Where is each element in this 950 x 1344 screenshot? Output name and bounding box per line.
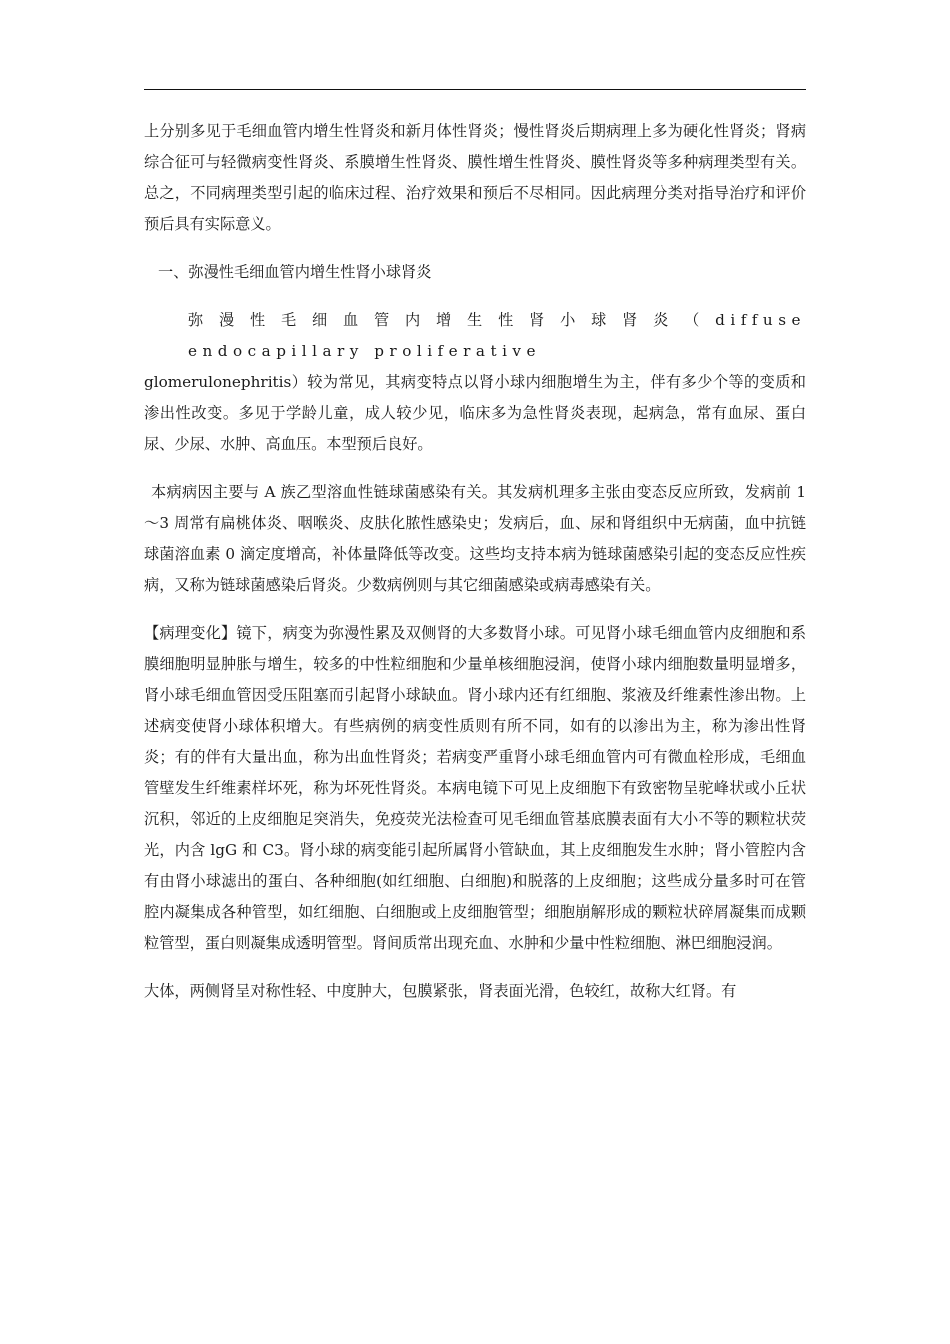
paragraph-definition-lead: 弥漫性毛细血管内增生性肾小球肾炎（diffuse endocapillary proliferative [188,311,806,360]
document-body [144,116,806,1007]
header-rule [144,89,806,90]
paragraph-gross: 大体，两侧肾呈对称性轻、中度肿大，包膜紧张，肾表面光滑，色较红，故称大红肾。有 [144,982,737,1000]
paragraph-etiology: 本病病因主要与 A 族乙型溶血性链球菌感染有关。其发病机理多主张由变态反应所致，发病前 1～3 周常有扁桃体炎、咽喉炎、皮肤化脓性感染史；发病后，血、尿和肾组织中无病菌，血中抗链球菌溶血素 0 滴定度增高，补体量降低等改变。这些均支持本病为链球菌感染引起的变态反应性疾病，又称为链球菌感染后肾炎。少数病例则与其它细菌感染或病毒感染有关。 [144,483,806,594]
paragraph-definition-rest: glomerulonephritis）较为常见，其病变特点以肾小球内细胞增生为主，伴有多少个等的变质和渗出性改变。多见于学龄儿童，成人较少见，临床多为急性肾炎表现，起病急，常有血尿、蛋白尿、少尿、水肿、高血压。本型预后良好。 [144,373,806,453]
paragraph-classification-intro: 上分别多见于毛细血管内增生性肾炎和新月体性肾炎；慢性肾炎后期病理上多为硬化性肾炎；肾病综合征可与轻微病变性肾炎、系膜增生性肾炎、膜性增生性肾炎、膜性肾炎等多种病理类型有关。总之，不同病理类型引起的临床过程、治疗效果和预后不尽相同。因此病理分类对指导治疗和评价预后具有实际意义。 [144,122,806,233]
paragraph-pathology: 【病理变化】镜下，病变为弥漫性累及双侧肾的大多数肾小球。可见肾小球毛细血管内皮细胞和系膜细胞明显肿胀与增生，较多的中性粒细胞和少量单核细胞浸润，使肾小球内细胞数量明显增多，肾小球毛细血管因受压阻塞而引起肾小球缺血。肾小球内还有红细胞、浆液及纤维素性渗出物。上述病变使肾小球体积增大。有些病例的病变性质则有所不同，如有的以渗出为主，称为渗出性肾炎；有的伴有大量出血，称为出血性肾炎；若病变严重肾小球毛细血管内可有微血栓形成，毛细血管壁发生纤维素样坏死，称为坏死性肾炎。本病电镜下可见上皮细胞下有致密物呈驼峰状或小丘状沉积，邻近的上皮细胞足突消失，免疫荧光法检查可见毛细血管基底膜表面有大小不等的颗粒状荧光，内含 lgG 和 C3。肾小球的病变能引起所属肾小管缺血，其上皮细胞发生水肿；肾小管腔内含有由肾小球滤出的蛋白、各种细胞(如红细胞、白细胞)和脱落的上皮细胞；这些成分量多时可在管腔内凝集成各种管型，如红细胞、白细胞或上皮细胞管型；细胞崩解形成的颗粒状碎屑凝集而成颗粒管型，蛋白则凝集成透明管型。肾间质常出现充血、水肿和少量中性粒细胞、淋巴细胞浸润。 [144,624,806,952]
paragraph-definition [144,305,806,460]
section-heading: 一、弥漫性毛细血管内增生性肾小球肾炎 [158,263,432,281]
